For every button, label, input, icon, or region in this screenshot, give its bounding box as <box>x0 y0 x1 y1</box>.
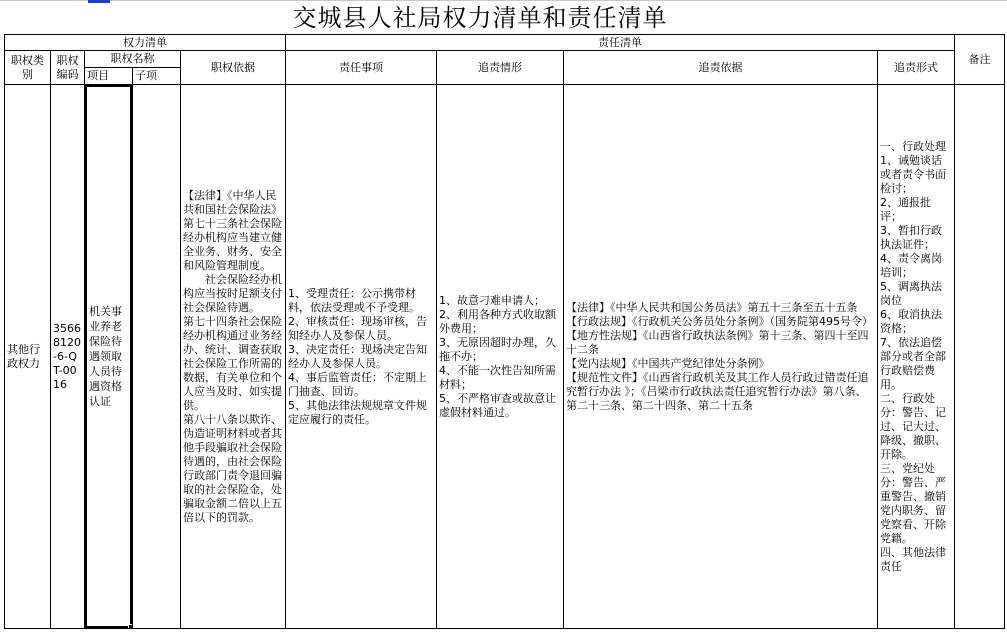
remark-cell[interactable] <box>955 85 1005 629</box>
basis-header: 职权依据 <box>181 51 286 85</box>
form-line: 1、诫勉谈话或者责令书面检讨； <box>880 153 947 195</box>
form-line: 7、依法追偿部分或者全部行政赔偿费用。 <box>880 335 947 391</box>
acc-basis-line: 【规范性文件】《山西省行政机关及其工作人员行政过错责任追究暂行办法 》；《吕梁市行政执法责任追究暂行办法》第八条、第二十三条、第二十四条、第二十五条 <box>566 370 869 412</box>
basis-line: 【法律】《中华人民共和国社会保险法》 <box>183 188 282 216</box>
code-header: 职权编码 <box>51 51 85 85</box>
acc-basis-line: 【地方性法规】《山西省行政执法条例》第十三条、第四十至四十二条 <box>566 328 869 356</box>
power-responsibility-table <box>4 34 1005 629</box>
table-row <box>5 85 1005 629</box>
case-line: 3、无原因超时办理，久拖不办； <box>439 335 557 363</box>
basis-line: 社会保险经办机构应当按时足额支付社会保险待遇。 <box>183 272 282 314</box>
selected-cell[interactable] <box>85 85 132 628</box>
item-header: 项目 <box>85 68 133 85</box>
duty-line: 1、受理责任：公示携带材料，依法受理或不予受理。 <box>288 286 421 314</box>
accountability-forms-cell[interactable] <box>878 85 955 629</box>
duties-cell[interactable] <box>286 85 437 629</box>
name-header: 职权名称 <box>85 51 181 68</box>
basis-line: 第八十八条以欺诈、伪造证明材料或者其他手段骗取社会保险待遇的，由社会保险行政部门责令退回骗取的社会保险金，处骗取金额二倍以上五倍以下的罚款。 <box>183 412 282 524</box>
form-line: 5、调离执法岗位 <box>880 279 943 307</box>
case-line: 1、故意刁难申请人； <box>439 293 546 307</box>
form-line: 4、责令离岗培训； <box>880 251 943 279</box>
sub-item-cell[interactable] <box>133 85 181 629</box>
case-line: 4、不能一次性告知所需材料； <box>439 363 557 391</box>
form-line: 四、其他法律责任 <box>880 545 947 573</box>
code-cell[interactable]: 35668120-6-QT-0016 <box>51 85 85 629</box>
top-border-line <box>0 0 1007 1</box>
form-line: 三、党纪处分：警告、严重警告、撤销党内职务、留党察看、开除党籍。 <box>880 461 947 545</box>
acc-basis-line: 【行政法规】《行政机关公务员处分条例》（国务院第495号令） <box>566 314 874 328</box>
sub-item-header: 子项 <box>133 68 181 85</box>
page-title: 交城县人社局权力清单和责任清单 <box>292 4 668 32</box>
fill-handle[interactable] <box>128 624 133 629</box>
duties-header: 责任事项 <box>286 51 437 85</box>
duty-line: 5、其他法律法规规章文件规定应履行的责任。 <box>288 398 428 426</box>
accountability-cases-header: 追责情形 <box>437 51 564 85</box>
category-header: 职权类别 <box>5 51 51 85</box>
basis-line: 第七十三条社会保险经办机构应当建立健全业务、财务、安全和风险管理制度。 <box>183 216 282 272</box>
duty-line: 4、事后监管责任：不定期上门抽查、回访。 <box>288 370 428 398</box>
item-cell[interactable] <box>85 85 133 629</box>
form-line: 2、通报批评； <box>880 195 932 223</box>
acc-basis-line: 【党内法规】《中国共产党纪律处分条例》 <box>566 356 770 370</box>
basis-line: 第七十四条社会保险经办机构通过业务经办、统计、调查获取社会保险工作所需的数据，有关单位和个人应当及时、如实提供。 <box>183 314 282 412</box>
form-line: 6、取消执法资格； <box>880 307 943 335</box>
remark-header: 备注 <box>955 35 1005 85</box>
case-line: 2、利用各种方式收取额外费用； <box>439 307 557 335</box>
item-text: 机关事业养老保险待遇领取人员待遇资格认证 <box>89 305 122 408</box>
form-line: 二、行政处分：警告、记过、记大过、降级、撤职、开除。 <box>880 391 947 461</box>
form-line: 3、暂扣行政执法证件； <box>880 223 943 251</box>
duty-line: 2、审核责任：现场审核，告知经办人及参保人员。 <box>288 314 428 342</box>
case-line: 5、不严格审查或故意让虚假材料通过。 <box>439 391 557 419</box>
basis-cell[interactable] <box>181 85 286 629</box>
accountability-forms-header: 追责形式 <box>878 51 955 85</box>
accountability-basis-header: 追责依据 <box>564 51 878 85</box>
accountability-cases-cell[interactable] <box>437 85 564 629</box>
accountability-basis-cell[interactable] <box>564 85 878 629</box>
form-line: 一、行政处理 <box>880 139 947 153</box>
power-list-header: 权力清单 <box>5 35 286 51</box>
responsibility-list-header: 责任清单 <box>286 35 955 51</box>
duty-line: 3、决定责任：现场决定告知经办人及参保人员。 <box>288 342 428 370</box>
category-cell[interactable]: 其他行政权力 <box>5 85 51 629</box>
acc-basis-line: 【法律】《中华人民共和国公务员法》第五十三条至五十五条 <box>566 300 858 314</box>
